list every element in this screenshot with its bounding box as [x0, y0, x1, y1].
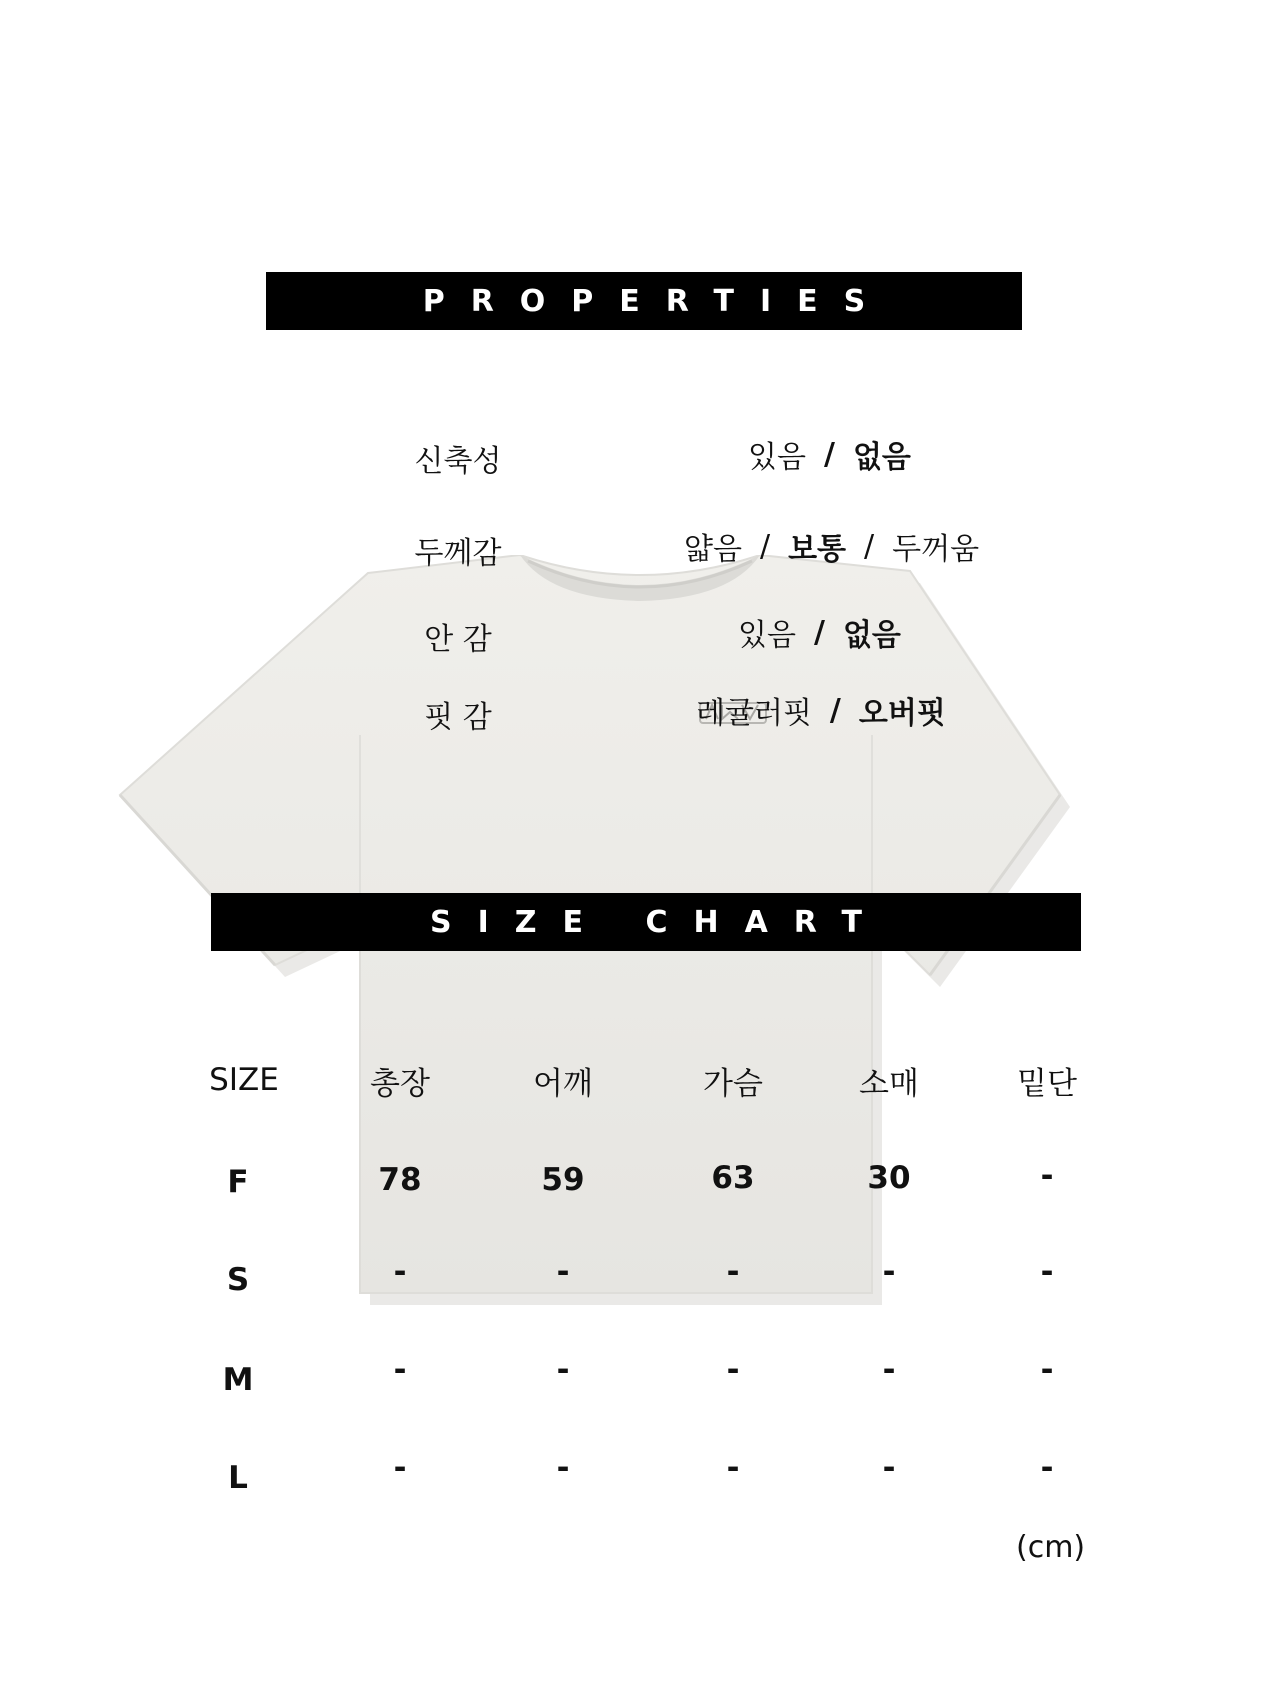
size-chart-banner [211, 893, 1081, 951]
table-cell: - [882, 1450, 896, 1486]
table-cell: - [556, 1254, 570, 1290]
option: 있음 [748, 440, 806, 475]
column-header-size: SIZE [209, 1062, 279, 1098]
option-selected: 보통 [788, 532, 847, 567]
option: 얇음 [684, 532, 742, 567]
table-cell: 30 [867, 1160, 911, 1196]
table-cell: - [882, 1352, 896, 1388]
table-cell: - [726, 1254, 740, 1290]
property-label-fit: 핏 감 [424, 700, 492, 735]
option: 레귤러핏 [696, 696, 812, 731]
option-selected: 없음 [852, 440, 911, 475]
table-cell: - [1040, 1352, 1054, 1388]
column-header-hem: 밑단 [1017, 1066, 1077, 1102]
table-cell: - [726, 1352, 740, 1388]
column-header-sleeve: 소매 [859, 1066, 919, 1102]
property-label-thickness: 두께감 [414, 536, 502, 571]
table-cell: 78 [378, 1162, 422, 1198]
column-header-chest: 가슴 [703, 1066, 763, 1102]
size-label-m: M [222, 1362, 254, 1398]
size-label-f: F [227, 1164, 249, 1200]
properties-title: PROPERTIES [422, 283, 892, 319]
size-label-l: L [228, 1460, 248, 1496]
table-cell: 63 [711, 1160, 755, 1196]
option-selected: 없음 [842, 618, 901, 653]
table-cell: - [1040, 1450, 1054, 1486]
property-label-lining: 안 감 [424, 622, 492, 657]
property-label-stretch: 신축성 [414, 444, 502, 479]
property-options-stretch [748, 432, 911, 476]
table-cell: - [1040, 1158, 1054, 1194]
option-separator: / [829, 692, 841, 728]
properties-banner [266, 272, 1022, 330]
column-header-shoulder: 어깨 [533, 1066, 593, 1102]
table-cell: - [393, 1450, 407, 1486]
table-cell: - [882, 1254, 896, 1290]
option-separator: / [823, 436, 835, 472]
unit-label: (cm) [1016, 1530, 1086, 1565]
option-separator: / [759, 528, 771, 564]
table-cell: - [556, 1352, 570, 1388]
column-header-length: 총장 [370, 1066, 430, 1102]
table-cell: - [556, 1450, 570, 1486]
table-cell: - [393, 1352, 407, 1388]
table-cell: - [726, 1450, 740, 1486]
table-cell: - [1040, 1254, 1054, 1290]
size-label-s: S [226, 1262, 250, 1298]
option-selected: 오버핏 [858, 696, 946, 731]
table-cell: - [393, 1254, 407, 1290]
property-options-thickness [684, 524, 979, 568]
size-chart-title: SIZE CHART [429, 904, 889, 940]
property-options-lining [738, 610, 901, 654]
table-cell: 59 [541, 1162, 585, 1198]
option: 두꺼움 [892, 532, 980, 567]
option: 있음 [738, 618, 796, 653]
property-options-fit [696, 688, 946, 732]
option-separator: / [864, 528, 875, 564]
option-separator: / [813, 614, 825, 650]
